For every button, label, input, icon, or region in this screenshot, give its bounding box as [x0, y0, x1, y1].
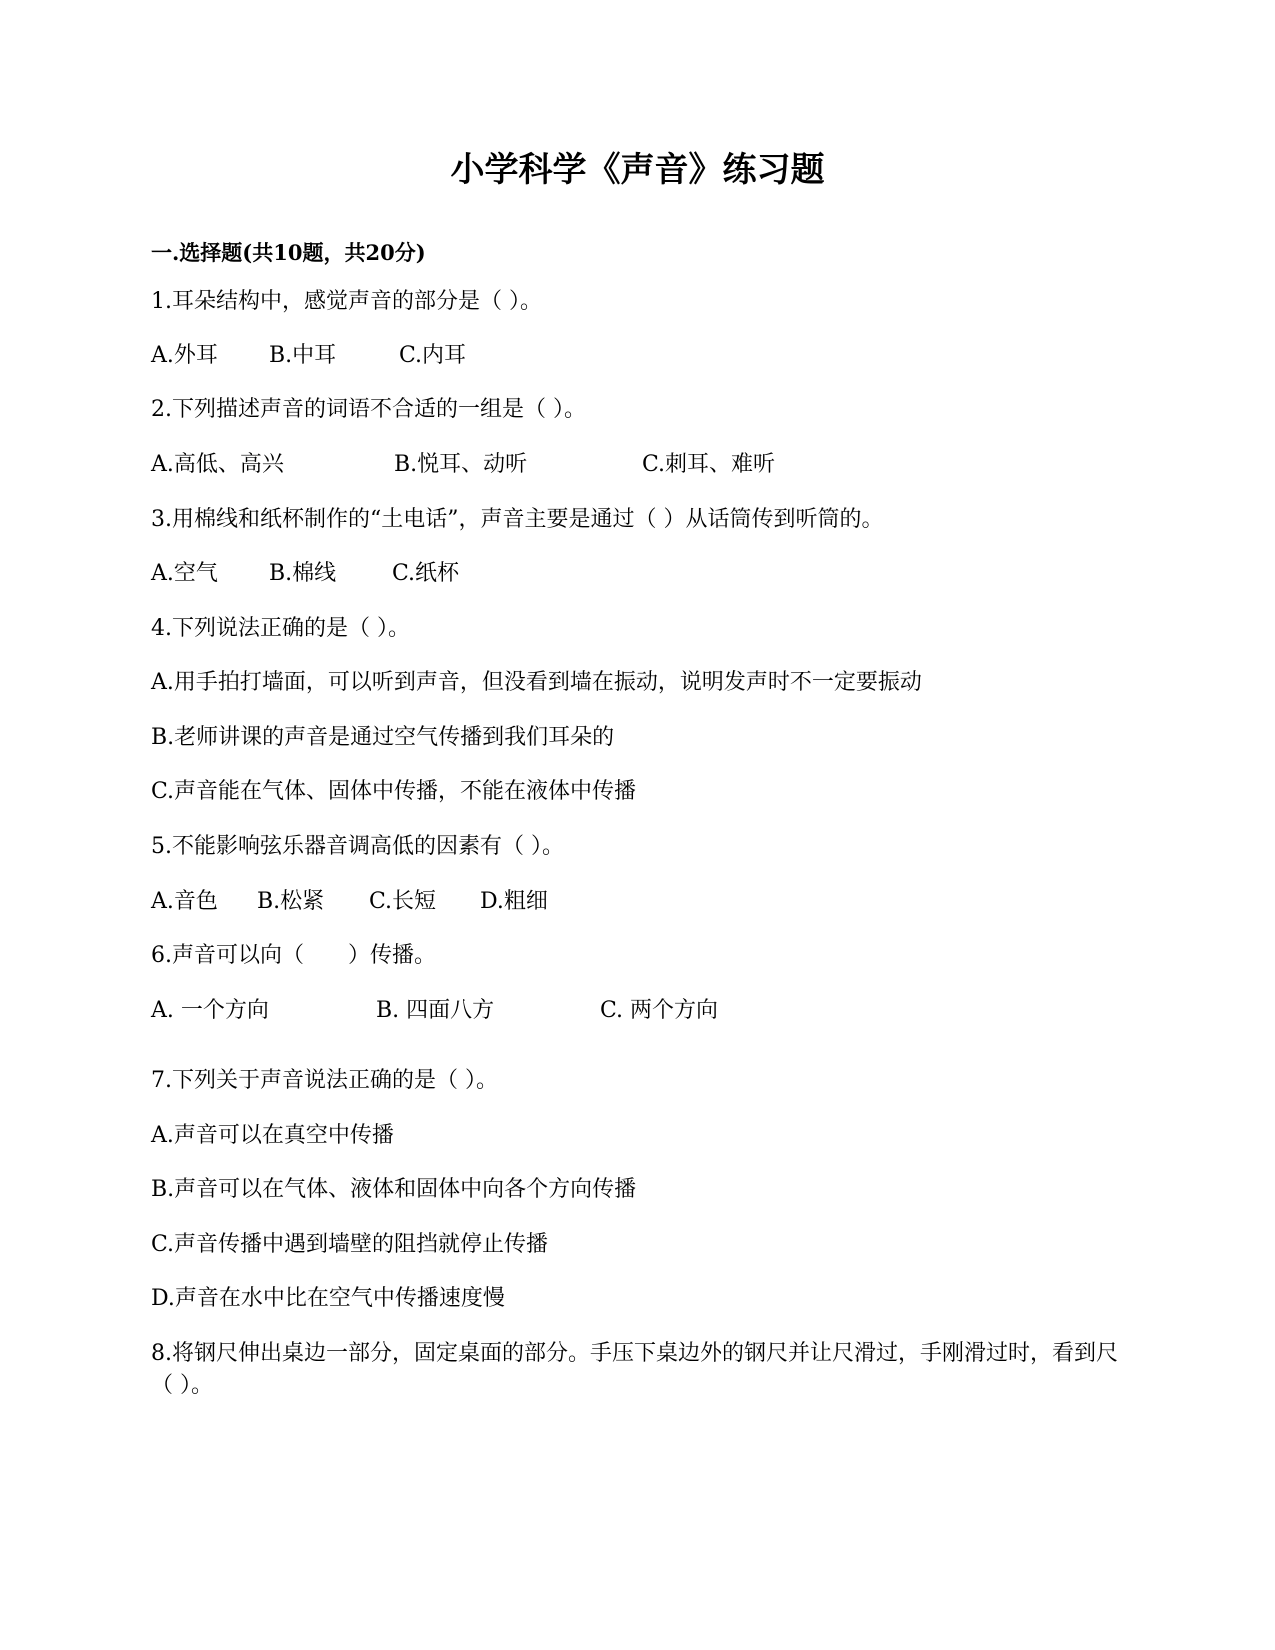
question-5-stem: 5.不能影响弦乐器音调高低的因素有（ ）。 — [151, 834, 564, 859]
question-6-option-b: B. 四面八方 — [376, 998, 495, 1023]
question-3-stem: 3.用棉线和纸杯制作的“土电话”，声音主要是通过（ ）从话筒传到听筒的。 — [151, 507, 884, 532]
question-5-option-a: A.音色 — [151, 889, 218, 914]
question-7-option-a: A.声音可以在真空中传播 — [151, 1123, 394, 1148]
question-1-option-b: B.中耳 — [269, 343, 337, 368]
question-7-stem: 7.下列关于声音说法正确的是（ ）。 — [151, 1068, 498, 1093]
question-6-stem: 6.声音可以向（ ）传播。 — [151, 943, 436, 968]
question-4-option-c: C.声音能在气体、固体中传播，不能在液体中传播 — [151, 779, 637, 804]
question-2-stem: 2.下列描述声音的词语不合适的一组是（ ）。 — [151, 397, 586, 422]
question-3-option-b: B.棉线 — [269, 561, 337, 586]
question-6-option-a: A. 一个方向 — [151, 998, 269, 1023]
question-5-option-b: B.松紧 — [257, 889, 325, 914]
question-1-option-a: A.外耳 — [151, 343, 218, 368]
page-title: 小学科学《声音》练习题 — [450, 150, 825, 190]
question-4-stem: 4.下列说法正确的是（ ）。 — [151, 616, 410, 641]
question-7-option-b: B.声音可以在气体、液体和固体中向各个方向传播 — [151, 1177, 637, 1202]
question-7-option-c: C.声音传播中遇到墙壁的阻挡就停止传播 — [151, 1232, 549, 1257]
question-4-option-a: A.用手拍打墙面，可以听到声音，但没看到墙在振动，说明发声时不一定要振动 — [151, 670, 922, 695]
question-2-option-b: B.悦耳、动听 — [394, 452, 528, 477]
question-1-stem: 1.耳朵结构中，感觉声音的部分是（ ）。 — [151, 289, 542, 314]
question-2-option-c: C.刺耳、难听 — [642, 452, 776, 477]
question-2-option-a: A.高低、高兴 — [151, 452, 284, 477]
question-6-option-c: C. 两个方向 — [600, 998, 719, 1023]
question-7-option-d: D.声音在水中比在空气中传播速度慢 — [151, 1286, 505, 1311]
question-3-option-a: A.空气 — [151, 561, 218, 586]
section-heading: 一.选择题(共10题，共20分) — [151, 240, 426, 265]
question-5-option-d: D.粗细 — [480, 889, 548, 914]
question-8-stem: 8.将钢尺伸出桌边一部分，固定桌面的部分。手压下桌边外的钢尺并让尺滑过，手刚滑过时，看到尺（ ）。 — [151, 1341, 1118, 1398]
question-3-option-c: C.纸杯 — [392, 561, 460, 586]
question-1-option-c: C.内耳 — [399, 343, 467, 368]
question-4-option-b: B.老师讲课的声音是通过空气传播到我们耳朵的 — [151, 725, 615, 750]
question-5-option-c: C.长短 — [369, 889, 437, 914]
